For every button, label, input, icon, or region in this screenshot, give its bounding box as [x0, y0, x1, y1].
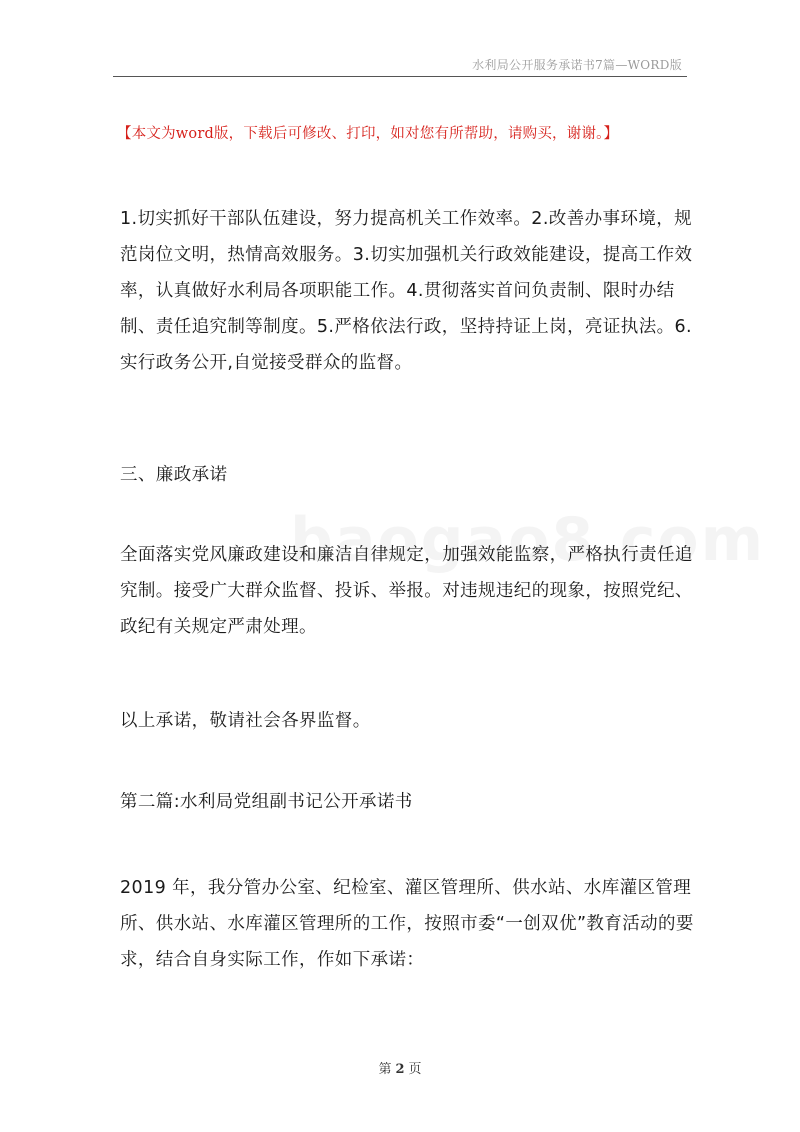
closing-paragraph: 以上承诺，敬请社会各界监督。	[120, 711, 371, 731]
integrity-paragraph: 全面落实党风廉政建设和廉洁自律规定，加强效能监察，严格执行责任追究制。接受广大群众监督、投诉、举报。对违规违纪的现象，按照党纪、政纪有关规定严肃处理。	[120, 545, 693, 637]
page-suffix: 页	[408, 1062, 422, 1077]
page-number-footer	[0, 1058, 800, 1077]
part-two-title: 第二篇:水利局党组副书记公开承诺书	[120, 792, 413, 812]
page-number: 2	[395, 1062, 405, 1077]
page-prefix: 第	[378, 1062, 392, 1077]
section-heading-integrity: 三、廉政承诺	[120, 465, 228, 485]
commitment-list-paragraph: 1.切实抓好干部队伍建设，努力提高机关工作效率。2.改善办事环境，规范岗位文明，热情高效服务。3.切实加强机关行政效能建设，提高工作效率，认真做好水利局各项职能工作。4.贯彻落实首问负责制、限时办结制、责任追究制等制度。5.严格依法行政，坚持持证上岗，亮证执法。6.实行政务公开,自觉接受群众的监督。	[120, 209, 693, 373]
word-version-notice: 【本文为word版，下载后可修改、打印，如对您有所帮助，请购买，谢谢。】	[117, 126, 619, 142]
running-header-title: 水利局公开服务承诺书7篇—WORD版	[472, 58, 682, 72]
year-2019-paragraph: 2019 年，我分管办公室、纪检室、灌区管理所、供水站、水库灌区管理所、供水站、水库灌区管理所的工作，按照市委“一创双优”教育活动的要求，结合自身实际工作，作如下承诺：	[120, 878, 694, 970]
header-divider	[113, 76, 687, 77]
